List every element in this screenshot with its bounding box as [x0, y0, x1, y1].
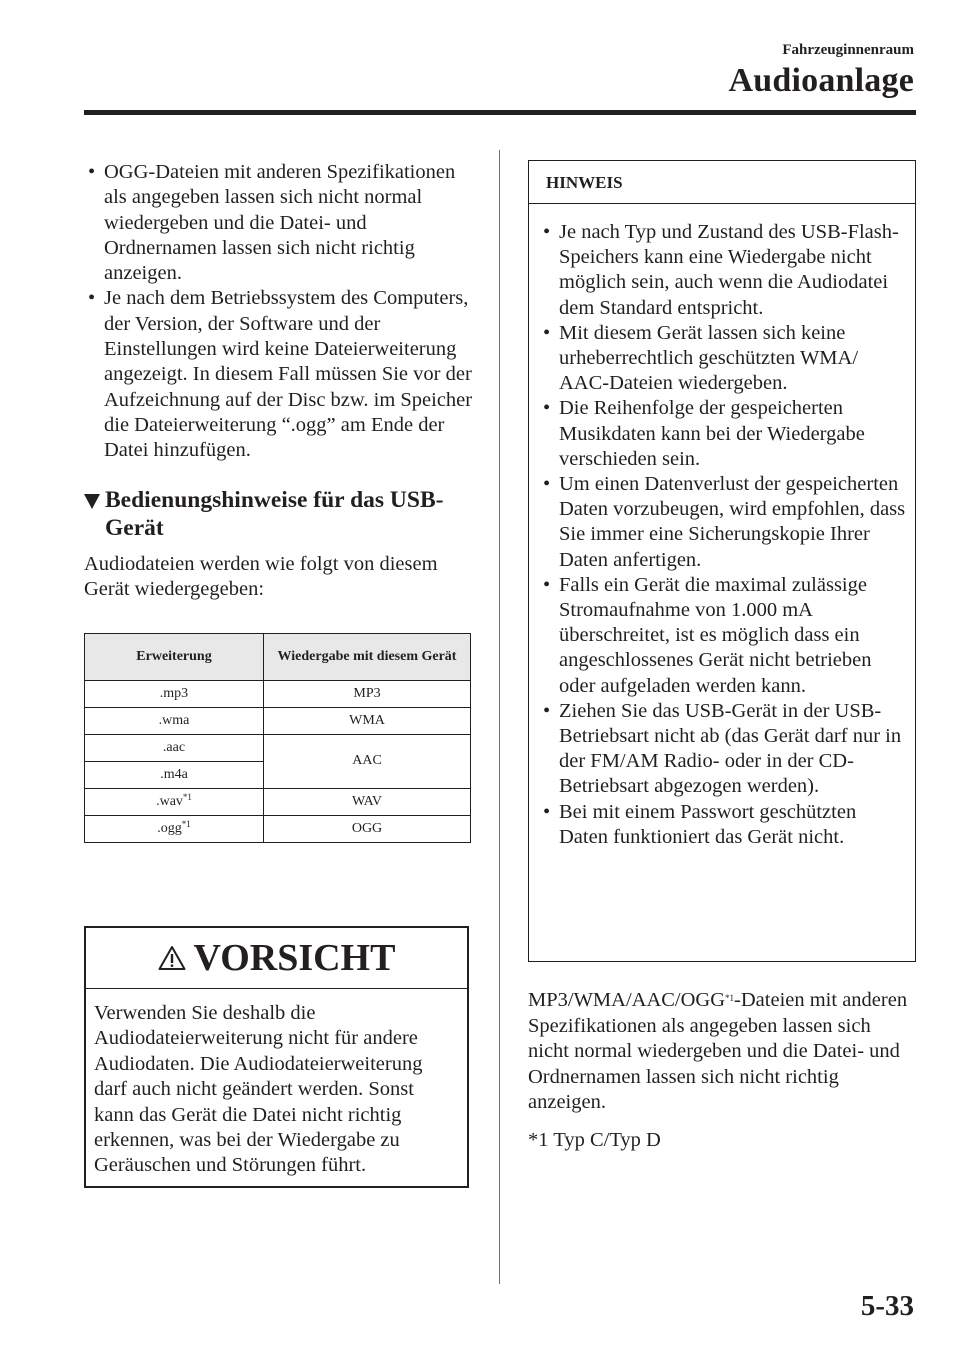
page-number: 5-33: [860, 1290, 914, 1322]
note-title: HINWEIS: [529, 161, 915, 204]
footnote-marker: *1: [181, 818, 191, 829]
caution-title: VORSICHT: [193, 937, 396, 979]
table-cell-play: OGG: [264, 815, 471, 842]
list-item: • Je nach Typ und Zustand des USB-Flash-Speichers kann eine Wiedergabe nicht möglich sein, auch wenn die Audiodatei dem Standard entspricht.: [539, 220, 909, 321]
footnote-marker: *1: [182, 791, 192, 802]
list-item: • Bei mit einem Passwort geschützten Daten funktioniert das Gerät nicht.: [539, 800, 909, 850]
table-cell-ext: .m4a: [85, 761, 264, 788]
page-title: Audioanlage: [728, 62, 914, 99]
left-column: [84, 160, 474, 1177]
list-item: • Falls ein Gerät die maximal zulässige Stromaufnahme von 1.000 mA überschreitet, ist es möglich dass ein angeschlossenes Gerät nicht betrieben oder aufgeladen werden kann.: [539, 573, 909, 699]
table-row: [85, 734, 471, 761]
table-cell-play: WAV: [264, 788, 471, 815]
table-header-cell: Erweiterung: [85, 633, 264, 680]
table-cell-ext: .ogg$^{*1}$: [85, 815, 264, 842]
table-row: [85, 680, 471, 707]
file-extension-table: [84, 633, 471, 843]
table-row: [85, 788, 471, 815]
list-item: • Mit diesem Gerät lassen sich keine urheberrechtlich geschützten WMA/ AAC-Dateien wiedergeben.: [539, 321, 909, 397]
header-section-label: Fahrzeuginnenraum: [782, 42, 914, 58]
caution-header: [86, 928, 467, 989]
footnote: *1 Typ C/Typ D: [528, 1128, 661, 1151]
footnote-marker: *1: [725, 993, 735, 1003]
column-divider: [499, 150, 500, 1284]
table-header-cell: Wiedergabe mit diesem Gerät: [264, 633, 471, 680]
note-box: [528, 160, 916, 962]
header-rule: [84, 110, 916, 115]
caution-box: [84, 926, 469, 1188]
table-cell-ext: .aac: [85, 734, 264, 761]
caution-text: Verwenden Sie deshalb die Audiodateierweiterung nicht für andere Audiodaten. Die Audiodateierweiterung darf auch nicht geändert werden. Sonst kann das Gerät die Datei nicht richtig erkennen, was bei der Wiedergabe zu Geräuschen und Störungen führt.: [94, 1002, 423, 1177]
table-cell-play: MP3: [264, 680, 471, 707]
list-item: • OGG-Dateien mit anderen Spezifikationen als angegeben lassen sich nicht normal wiedergeben und die Datei- und Ordnernamen lassen sich nicht richtig anzeigen.: [84, 160, 474, 286]
table-cell-ext: .mp3: [85, 680, 264, 707]
table-row: [85, 815, 471, 842]
table-cell-play: WMA: [264, 707, 471, 734]
table-cell-ext: .wma: [85, 707, 264, 734]
intro-paragraph: Audiodateien werden wie folgt von diesem Gerät wiedergegeben:: [84, 552, 438, 601]
table-cell-ext: .wav$^{*1}$: [85, 788, 264, 815]
list-item: • Je nach dem Betriebssystem des Computers, der Version, der Software und der Einstellungen wird keine Dateierweiterung angezeigt. In diesem Fall müssen Sie vor der Aufzeichnung auf der Disc bzw. im Speicher die Dateierweiterung “.ogg” am Ende der Datei hinzufügen.: [84, 286, 474, 463]
section-heading-text: Bedienungshinweise für das USB-Gerät: [105, 486, 444, 541]
note-body: [529, 204, 915, 850]
table-row: [85, 707, 471, 734]
warning-triangle-icon: [158, 945, 186, 971]
right-column: [528, 160, 916, 1153]
format-paragraph: MP3/WMA/AAC/OGG$^{*1}$-Dateien mit anderen Spezifikationen als angegeben lassen sich nicht normal wiedergeben und die Datei- und Ordnernamen lassen sich nicht richtig anzeigen.: [528, 989, 908, 1113]
ogg-bullet-list: [84, 160, 474, 464]
triangle-marker-icon: [84, 494, 100, 509]
note-bullet-list: [539, 220, 909, 850]
table-cell-play: AAC: [264, 734, 471, 788]
list-item: • Ziehen Sie das USB-Gerät in der USB-Betriebsart nicht ab (das Gerät darf nur in der FM/AM Radio- oder in der CD-Betriebsart abgezogen werden).: [539, 699, 909, 800]
list-item: • Die Reihenfolge der gespeicherten Musikdaten kann bei der Wiedergabe verschieden sein.: [539, 396, 909, 472]
list-item: • Um einen Datenverlust der gespeicherten Daten vorzubeugen, wird empfohlen, dass Sie immer eine Sicherungskopie Ihrer Daten anfertigen.: [539, 472, 909, 573]
table-header-row: [85, 633, 471, 680]
section-heading: [84, 486, 474, 542]
